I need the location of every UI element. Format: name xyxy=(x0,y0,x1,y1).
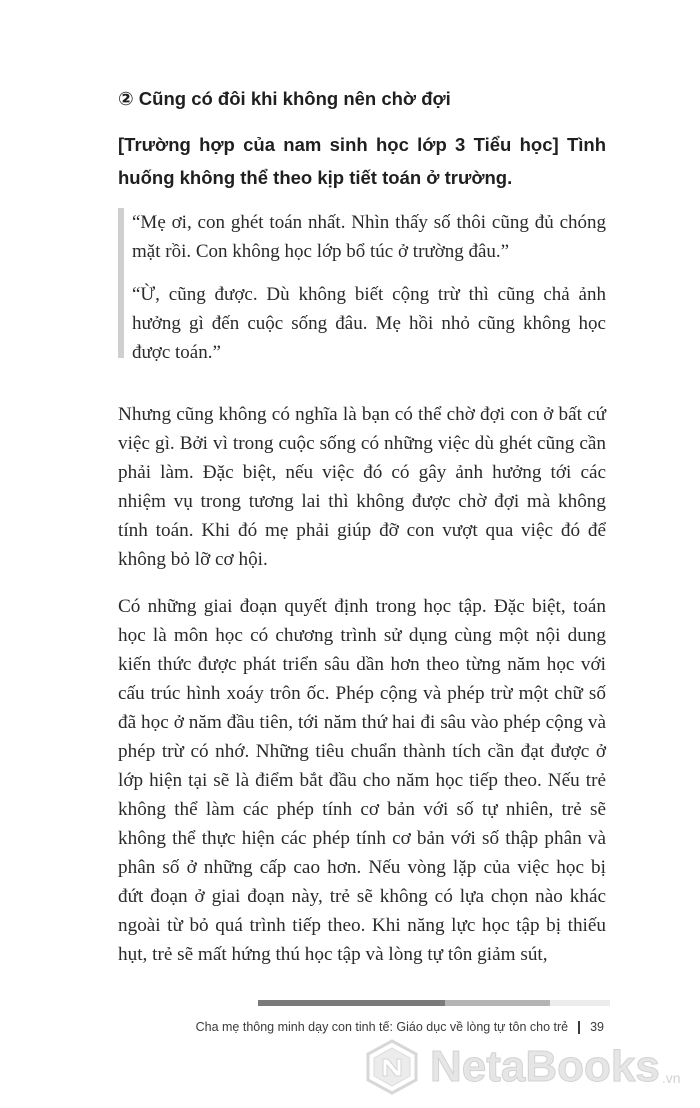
reading-progress-read xyxy=(258,1000,445,1006)
quote-bar xyxy=(118,208,124,358)
quote-mother: “Ừ, cũng được. Dù không biết cộng trừ thì cũng chả ảnh hưởng gì đến cuộc sống đâu. Mẹ hồi nhỏ cũng không học được toán.” xyxy=(132,284,606,363)
reading-progress-chapter xyxy=(445,1000,551,1006)
footer-separator xyxy=(578,1021,580,1034)
dialogue-quote-block xyxy=(118,208,606,363)
watermark-suffix: .vn xyxy=(661,1070,681,1086)
watermark-brand: NetaBooks xyxy=(430,1042,660,1091)
quote-child: “Mẹ ơi, con ghét toán nhất. Nhìn thấy số thôi cũng đủ chóng mặt rồi. Con không học lớp bổ túc ở trường đâu.” xyxy=(132,212,606,262)
page-number: 39 xyxy=(590,1020,604,1034)
section-heading: ② Cũng có đôi khi không nên chờ đợi xyxy=(118,88,451,109)
body-paragraph: Nhưng cũng không có nghĩa là bạn có thể chờ đợi con ở bất cứ việc gì. Bởi vì trong cuộc sống có những việc dù ghét cũng cần phải làm. Đặc biệt, nếu việc đó có gây ảnh hưởng tới các nhiệm vụ trong tương lai thì không được chờ đợi mà không tính toán. Khi đó mẹ phải giúp đỡ con vượt qua việc đó để không bỏ lỡ cơ hội. xyxy=(118,404,606,570)
page-footer xyxy=(196,1020,604,1034)
body-paragraph: Có những giai đoạn quyết định trong học tập. Đặc biệt, toán học là môn học có chương trình sử dụng cùng một nội dung kiến thức được phát triển sâu dần hơn theo từng năm học với cấu trúc hình xoáy trôn ốc. Phép cộng và phép trừ một chữ số đã học ở năm đầu tiên, tới năm thứ hai đi sâu vào phép cộng và phép trừ có nhớ. Những tiêu chuẩn thành tích cần đạt được ở lớp hiện tại sẽ là điểm bắt đầu cho năm học tiếp theo. Nếu trẻ không thể làm các phép tính cơ bản với số tự nhiên, trẻ sẽ không thể thực hiện các phép tính cơ bản với số thập phân và phân số ở những cấp cao hơn. Nếu vòng lặp của việc học bị đứt đoạn ở giai đoạn này, trẻ sẽ không có lựa chọn nào khác ngoài từ bỏ quá trình tiếp theo. Khi năng lực học tập bị thiếu hụt, trẻ sẽ mất hứng thú học tập và lòng tự tôn giảm sút, xyxy=(118,596,606,965)
netabooks-logo-icon xyxy=(364,1039,420,1095)
case-heading: [Trường hợp của nam sinh học lớp 3 Tiểu học] Tình huống không thể theo kịp tiết toán ở trường. xyxy=(118,134,606,188)
footer-book-title: Cha mẹ thông minh dạy con tinh tế: Giáo dục về lòng tự tôn cho trẻ xyxy=(195,1020,569,1034)
reading-progress-bar xyxy=(258,1000,610,1006)
watermark xyxy=(364,1034,694,1100)
